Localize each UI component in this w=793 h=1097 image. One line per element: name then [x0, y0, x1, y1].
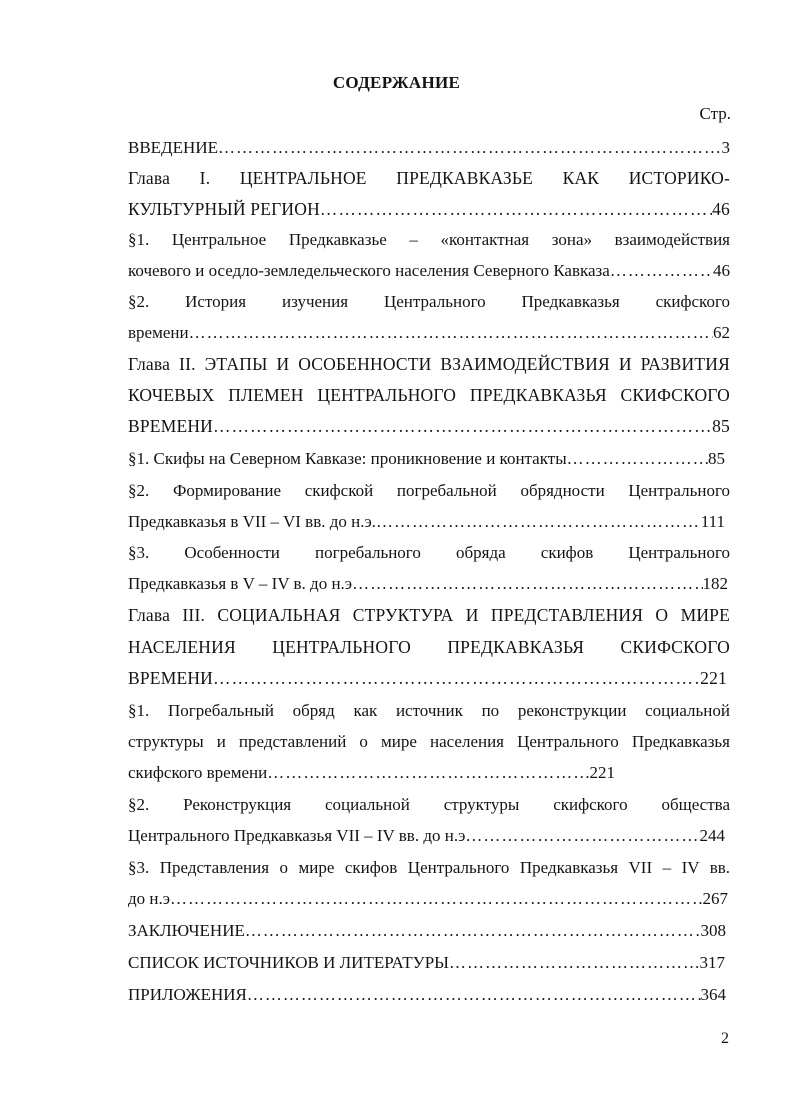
- toc-page-number: 182: [702, 574, 728, 593]
- toc-chapter-3[interactable]: [128, 667, 727, 689]
- toc-entry-title: Предкавказья в VII – VI вв. до н.э.: [128, 512, 377, 531]
- toc-section-2-3-line-1[interactable]: §3. Особенности погребального обряда скифов Центрального: [128, 543, 730, 562]
- toc-section-2-2-line-1[interactable]: §2. Формирование скифской погребальной обрядности Центрального: [128, 481, 730, 500]
- toc-leader-dots: [247, 984, 701, 1006]
- toc-page-number: 221: [700, 668, 727, 688]
- toc-leader-dots: [245, 920, 701, 942]
- toc-chapter-3-line-2[interactable]: НАСЕЛЕНИЯ ЦЕНТРАЛЬНОГО ПРЕДКАВКАЗЬЯ СКИФСКОГО: [128, 637, 730, 657]
- toc-section-2-2[interactable]: [128, 511, 725, 533]
- page-column-label: Стр.: [699, 104, 731, 123]
- toc-chapter-1[interactable]: [128, 198, 730, 220]
- toc-section-3-3-line-1[interactable]: §3. Представления о мире скифов Центрального Предкавказья VII – IV вв.: [128, 858, 730, 877]
- toc-section-1-1[interactable]: [128, 260, 730, 282]
- toc-entry-title: ВРЕМЕНИ: [128, 668, 214, 688]
- toc-leader-dots: [449, 952, 700, 974]
- toc-section-3-1[interactable]: [128, 762, 615, 784]
- toc-entry-title: КУЛЬТУРНЫЙ РЕГИОН: [128, 199, 320, 219]
- toc-entry-title: до н.э: [128, 889, 171, 908]
- toc-leader-dots: [267, 762, 589, 784]
- toc-leader-dots: [465, 825, 699, 847]
- toc-entry-appendix[interactable]: [128, 984, 726, 1006]
- toc-leader-dots: [610, 260, 713, 282]
- toc-section-3-3[interactable]: [128, 888, 728, 910]
- toc-leader-dots: [189, 322, 713, 344]
- toc-entry-title: ЗАКЛЮЧЕНИЕ: [128, 921, 245, 940]
- toc-chapter-3-line-1[interactable]: Глава III. СОЦИАЛЬНАЯ СТРУКТУРА И ПРЕДСТАВЛЕНИЯ О МИРЕ: [128, 605, 730, 625]
- toc-entry-title: ПРИЛОЖЕНИЯ: [128, 985, 247, 1004]
- toc-section-3-2-line-1[interactable]: §2. Реконструкция социальной структуры скифского общества: [128, 795, 730, 814]
- toc-leader-dots: [170, 888, 702, 910]
- toc-entry-conclusion[interactable]: [128, 920, 726, 942]
- toc-chapter-2-line-2[interactable]: КОЧЕВЫХ ПЛЕМЕН ЦЕНТРАЛЬНОГО ПРЕДКАВКАЗЬЯ СКИФСКОГО: [128, 385, 730, 405]
- toc-section-1-1-line-1[interactable]: §1. Центральное Предкавказье – «контактная зона» взаимодействия: [128, 230, 730, 249]
- toc-entry-title: ВРЕМЕНИ: [128, 416, 214, 436]
- toc-entry-title: Предкавказья в V – IV в. до н.э: [128, 574, 353, 593]
- toc-entry-title: Центрального Предкавказья VII – IV вв. до н.э: [128, 826, 466, 845]
- toc-chapter-2-line-1[interactable]: Глава II. ЭТАПЫ И ОСОБЕННОСТИ ВЗАИМОДЕЙСТВИЯ И РАЗВИТИЯ: [128, 354, 730, 374]
- toc-leader-dots: [320, 198, 712, 220]
- page-title: СОДЕРЖАНИЕ: [332, 73, 461, 92]
- toc-entry-title: кочевого и оседло-земледельческого населения Северного Кавказа: [128, 261, 610, 280]
- toc-entry-intro[interactable]: [128, 137, 730, 159]
- toc-page-number: 85: [708, 449, 725, 468]
- toc-page-number: 46: [713, 261, 730, 280]
- toc-section-3-1-line-2[interactable]: структуры и представлений о мире населения Центрального Предкавказья: [128, 732, 730, 751]
- toc-section-2-1[interactable]: [128, 448, 725, 470]
- toc-section-2-3[interactable]: [128, 573, 728, 595]
- toc-entry-title: ВВЕДЕНИЕ: [128, 138, 218, 157]
- toc-page-number: 221: [589, 763, 615, 782]
- toc-leader-dots: [376, 511, 701, 533]
- toc-section-1-2-line-1[interactable]: §2. История изучения Центрального Предкавказья скифского: [128, 292, 730, 311]
- toc-leader-dots: [567, 448, 708, 470]
- toc-page-number: 111: [700, 512, 725, 531]
- toc-entry-title: СПИСОК ИСТОЧНИКОВ И ЛИТЕРАТУРЫ: [128, 953, 449, 972]
- page-number: 2: [721, 1030, 729, 1047]
- toc-page-number: 308: [700, 921, 726, 940]
- toc-section-3-1-line-1[interactable]: §1. Погребальный обряд как источник по реконструкции социальной: [128, 701, 730, 720]
- toc-entry-sources[interactable]: [128, 952, 725, 974]
- toc-entry-title: §1. Скифы на Северном Кавказе: проникновение и контакты: [128, 449, 567, 468]
- toc-leader-dots: [213, 667, 700, 689]
- toc-chapter-2[interactable]: [128, 415, 730, 437]
- toc-page-number: 267: [702, 889, 728, 908]
- toc-page-number: 85: [712, 416, 730, 436]
- toc-leader-dots: [352, 573, 702, 595]
- toc-page-number: 3: [721, 138, 730, 157]
- toc-page-number: 62: [713, 323, 730, 342]
- toc-page-number: 46: [712, 199, 730, 219]
- toc-section-1-2[interactable]: [128, 322, 730, 344]
- toc-page-number: 364: [700, 985, 726, 1004]
- toc-page-number: 244: [699, 826, 725, 845]
- toc-leader-dots: [218, 137, 722, 159]
- toc-entry-title: скифского времени: [128, 763, 268, 782]
- toc-leader-dots: [213, 415, 712, 437]
- toc-chapter-1-line-1[interactable]: Глава I. ЦЕНТРАЛЬНОЕ ПРЕДКАВКАЗЬЕ КАК ИСТОРИКО-: [128, 168, 730, 188]
- toc-entry-title: времени: [128, 323, 189, 342]
- toc-section-3-2[interactable]: [128, 825, 725, 847]
- toc-page-number: 317: [699, 953, 725, 972]
